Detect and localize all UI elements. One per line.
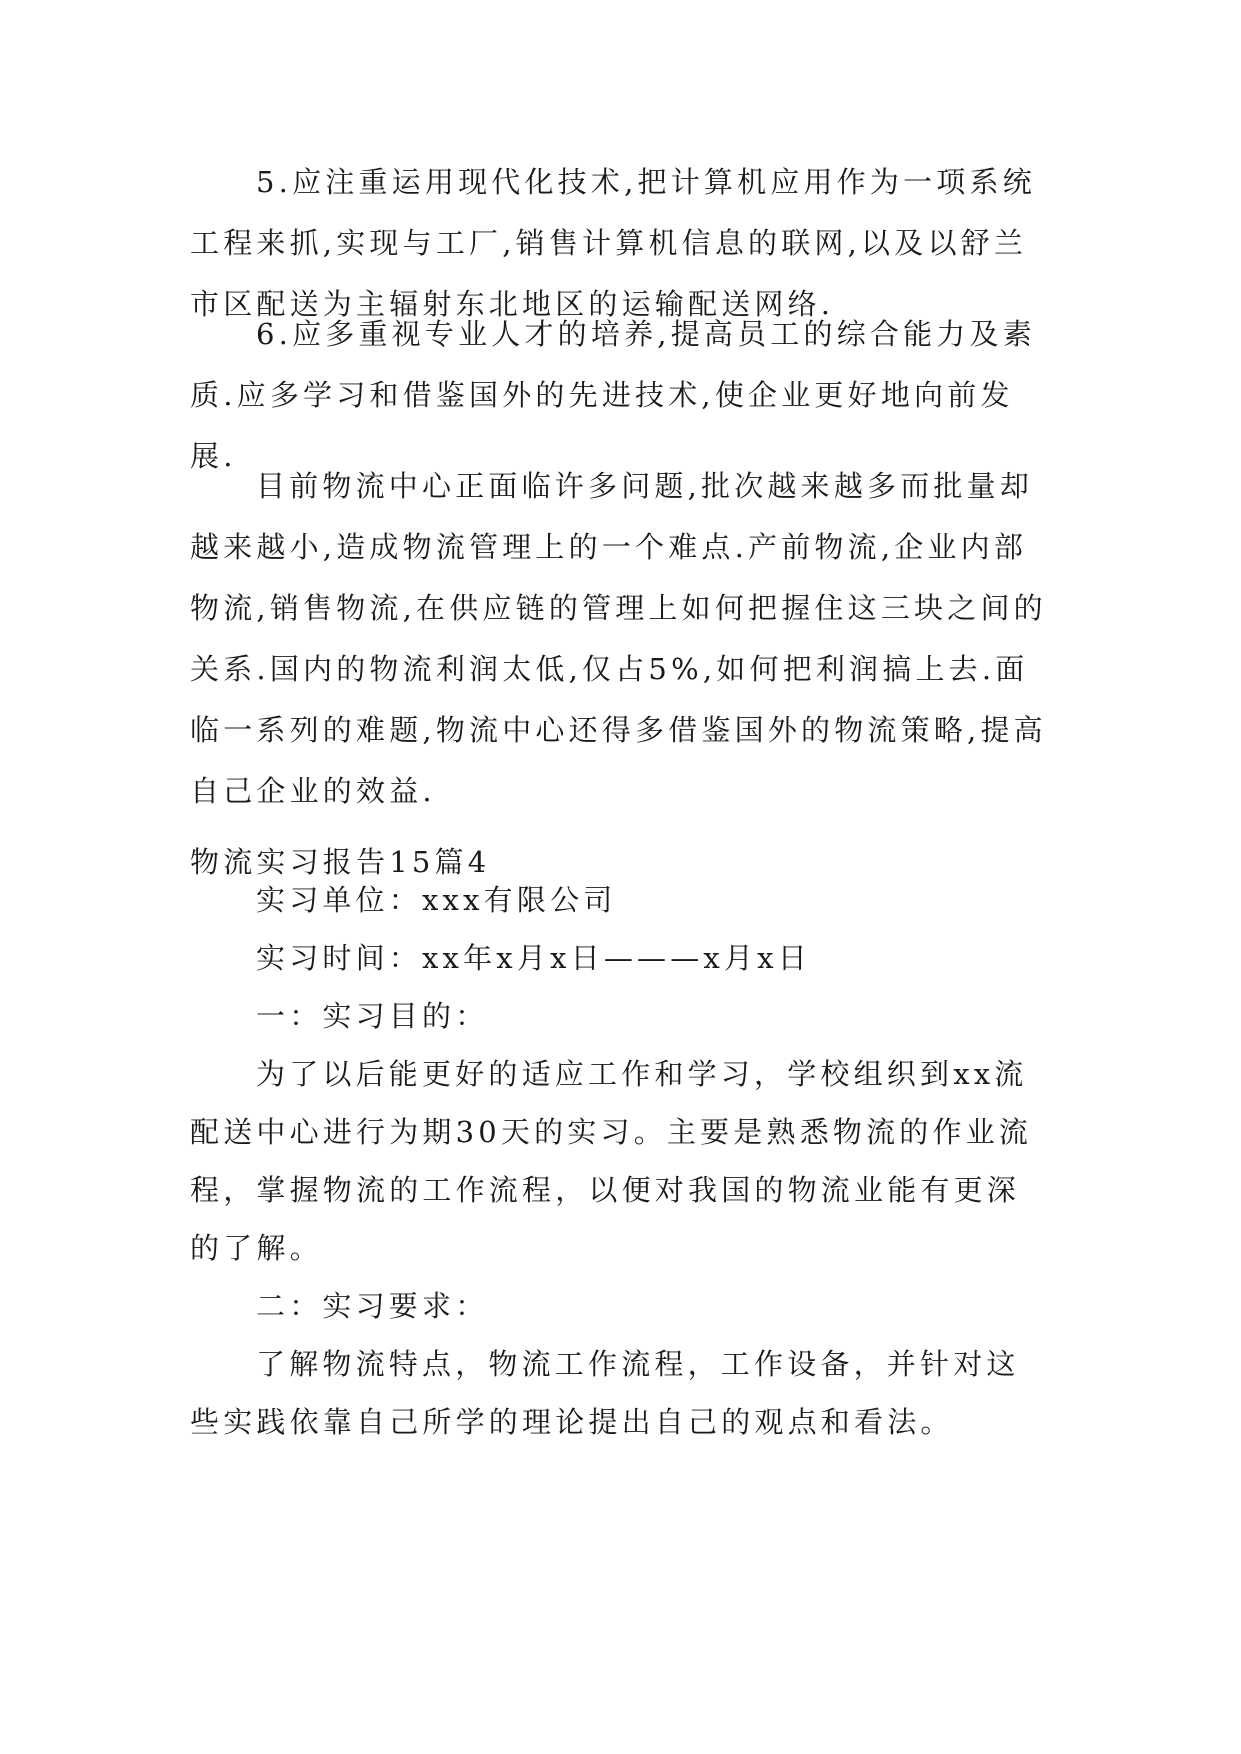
section-title: 物流实习报告15篇4 xyxy=(190,845,491,879)
paragraph-purpose: 为了以后能更好的适应工作和学习，学校组织到xx流配送中心进行为期30天的实习。主要是熟悉物流的作业流程，掌握物流的工作流程，以便对我国的物流业能有更深的了解。 xyxy=(190,1057,1033,1265)
paragraph-current-issues: 目前物流中心正面临许多问题,批次越来越多而批量却越来越小,造成物流管理上的一个难点.产前物流,企业内部物流,销售物流,在供应链的管理上如何把握住这三块之间的关系.国内的物流利润太低,仅占5%,如何把利润搞上去.面临一系列的难题,物流中心还得多借鉴国外的物流策略,提高自己企业的效益. xyxy=(190,469,1047,808)
paragraph-modern-technology: 5.应注重运用现代化技术,把计算机应用作为一项系统工程来抓,实现与工厂,销售计算机信息的联网,以及以舒兰市区配送为主辐射东北地区的运输配送网络. xyxy=(190,165,1036,321)
internship-time: 实习时间：xx年x月x日———x月x日 xyxy=(256,941,811,975)
paragraph-talent-training: 6.应多重视专业人才的培养,提高员工的综合能力及素质.应多学习和借鉴国外的先进技术,使企业更好地向前发展. xyxy=(190,317,1036,473)
internship-unit: 实习单位：xxx有限公司 xyxy=(256,883,617,917)
heading-requirements: 二：实习要求： xyxy=(256,1289,489,1323)
paragraph-requirements: 了解物流特点，物流工作流程，工作设备，并针对这些实践依靠自己所学的理论提出自己的观点和看法。 xyxy=(190,1347,1020,1439)
heading-purpose: 一：实习目的： xyxy=(256,999,489,1033)
